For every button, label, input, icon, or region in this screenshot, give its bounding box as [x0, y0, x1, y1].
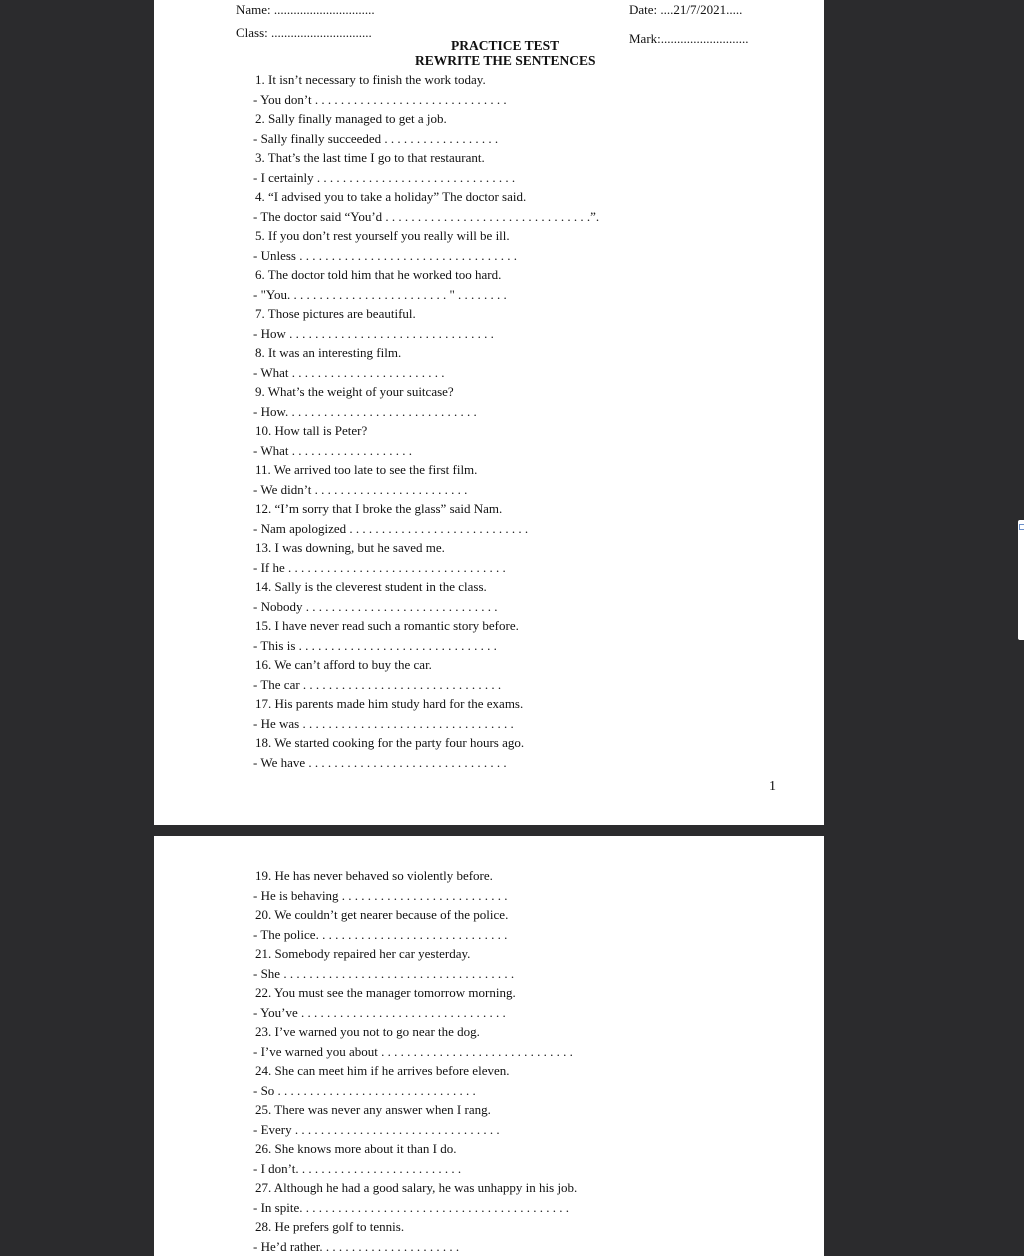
answer-prompt: - She . . . . . . . . . . . . . . . . . . . . . . . . . . . . . . . . . . . . [253, 966, 515, 981]
answer-prompt: - How. . . . . . . . . . . . . . . . . . . . . . . . . . . . . . [253, 404, 477, 419]
question-text: 25. There was never any answer when I rang. [255, 1102, 491, 1117]
question-text: 9. What’s the weight of your suitcase? [255, 384, 454, 399]
answer-prompt: - We didn’t . . . . . . . . . . . . . . . . . . . . . . . . [253, 482, 468, 497]
answer-prompt: - How . . . . . . . . . . . . . . . . . . . . . . . . . . . . . . . . [253, 326, 494, 341]
answer-prompt: - I’ve warned you about . . . . . . . . . . . . . . . . . . . . . . . . . . . . . . [253, 1044, 573, 1059]
question-text: 12. “I’m sorry that I broke the glass” said Nam. [255, 501, 503, 516]
answer-prompt: - I don’t. . . . . . . . . . . . . . . . . . . . . . . . . . [253, 1161, 462, 1176]
question-text: 19. He has never behaved so violently before. [255, 868, 493, 883]
answer-prompt: - Nobody . . . . . . . . . . . . . . . . . . . . . . . . . . . . . . [253, 599, 498, 614]
worksheet-title: PRACTICE TEST [451, 38, 560, 53]
answer-prompt: - Sally finally succeeded . . . . . . . . . . . . . . . . . . [253, 131, 499, 146]
answer-prompt: - What . . . . . . . . . . . . . . . . . . . [253, 443, 412, 458]
question-text: 4. “I advised you to take a holiday” The doctor said. [255, 189, 527, 204]
question-text: 17. His parents made him study hard for the exams. [255, 696, 524, 711]
answer-prompt: - Unless . . . . . . . . . . . . . . . . . . . . . . . . . . . . . . . . . . [253, 248, 517, 263]
question-text: 14. Sally is the cleverest student in the class. [255, 579, 487, 594]
answer-prompt: - The police. . . . . . . . . . . . . . . . . . . . . . . . . . . . . . [253, 927, 508, 942]
question-text: 24. She can meet him if he arrives before eleven. [255, 1063, 510, 1078]
question-text: 15. I have never read such a romantic story before. [255, 618, 519, 633]
answer-prompt: - He is behaving . . . . . . . . . . . . . . . . . . . . . . . . . . [253, 888, 508, 903]
answer-prompt: - He’d rather. . . . . . . . . . . . . . . . . . . . . . [253, 1239, 460, 1254]
answer-prompt: - You’ve . . . . . . . . . . . . . . . . . . . . . . . . . . . . . . . . [253, 1005, 506, 1020]
answer-prompt: - You don’t . . . . . . . . . . . . . . . . . . . . . . . . . . . . . . [253, 92, 507, 107]
question-text: 22. You must see the manager tomorrow morning. [255, 985, 516, 1000]
question-text: 18. We started cooking for the party four hours ago. [255, 735, 525, 750]
question-text: 2. Sally finally managed to get a job. [255, 111, 447, 126]
answer-prompt: - What . . . . . . . . . . . . . . . . . . . . . . . . [253, 365, 445, 380]
panel-toggle-icon [1019, 524, 1024, 530]
answer-prompt: - "You. . . . . . . . . . . . . . . . . . . . . . . . . " . . . . . . . . [253, 287, 507, 302]
date-line: Date: ....21/7/2021..... [629, 2, 743, 17]
answer-prompt: - I certainly . . . . . . . . . . . . . . . . . . . . . . . . . . . . . . . [253, 170, 516, 185]
question-text: 28. He prefers golf to tennis. [255, 1219, 405, 1234]
name-line: Name: ............................... [236, 2, 375, 17]
mark-line: Mark:........................... [629, 31, 749, 46]
answer-prompt: - Every . . . . . . . . . . . . . . . . . . . . . . . . . . . . . . . . [253, 1122, 500, 1137]
answer-prompt: - The doctor said “You’d . . . . . . . . . . . . . . . . . . . . . . . . . . . . . . . .”. [253, 209, 600, 224]
question-text: 1. It isn’t necessary to finish the work today. [255, 72, 486, 87]
answer-prompt: - We have . . . . . . . . . . . . . . . . . . . . . . . . . . . . . . . [253, 755, 507, 770]
answer-prompt: - He was . . . . . . . . . . . . . . . . . . . . . . . . . . . . . . . . . [253, 716, 514, 731]
question-text: 16. We can’t afford to buy the car. [255, 657, 432, 672]
class-line: Class: ............................... [236, 25, 372, 40]
question-text: 26. She knows more about it than I do. [255, 1141, 457, 1156]
answer-prompt: - So . . . . . . . . . . . . . . . . . . . . . . . . . . . . . . . [253, 1083, 476, 1098]
question-text: 13. I was downing, but he saved me. [255, 540, 445, 555]
question-text: 8. It was an interesting film. [255, 345, 402, 360]
side-panel-tab[interactable] [1018, 520, 1024, 640]
question-text: 6. The doctor told him that he worked too hard. [255, 267, 502, 282]
worksheet-page-2 [154, 836, 824, 1256]
answer-prompt: - If he . . . . . . . . . . . . . . . . . . . . . . . . . . . . . . . . . . [253, 560, 506, 575]
answer-prompt: - This is . . . . . . . . . . . . . . . . . . . . . . . . . . . . . . . [253, 638, 497, 653]
question-text: 10. How tall is Peter? [255, 423, 368, 438]
question-text: 11. We arrived too late to see the first film. [255, 462, 478, 477]
question-text: 23. I’ve warned you not to go near the dog. [255, 1024, 480, 1039]
question-text: 5. If you don’t rest yourself you really will be ill. [255, 228, 510, 243]
question-text: 20. We couldn’t get nearer because of the police. [255, 907, 509, 922]
question-text: 3. That’s the last time I go to that restaurant. [255, 150, 485, 165]
question-text: 21. Somebody repaired her car yesterday. [255, 946, 471, 961]
question-text: 7. Those pictures are beautiful. [255, 306, 416, 321]
answer-prompt: - Nam apologized . . . . . . . . . . . . . . . . . . . . . . . . . . . . [253, 521, 529, 536]
worksheet-page-1 [154, 0, 824, 825]
answer-prompt: - The car . . . . . . . . . . . . . . . . . . . . . . . . . . . . . . . [253, 677, 502, 692]
question-text: 27. Although he had a good salary, he was unhappy in his job. [255, 1180, 578, 1195]
worksheet-subtitle: REWRITE THE SENTENCES [415, 53, 596, 68]
answer-prompt: - In spite. . . . . . . . . . . . . . . . . . . . . . . . . . . . . . . . . . . . . . . . . . [253, 1200, 569, 1215]
page-number: 1 [769, 779, 776, 794]
